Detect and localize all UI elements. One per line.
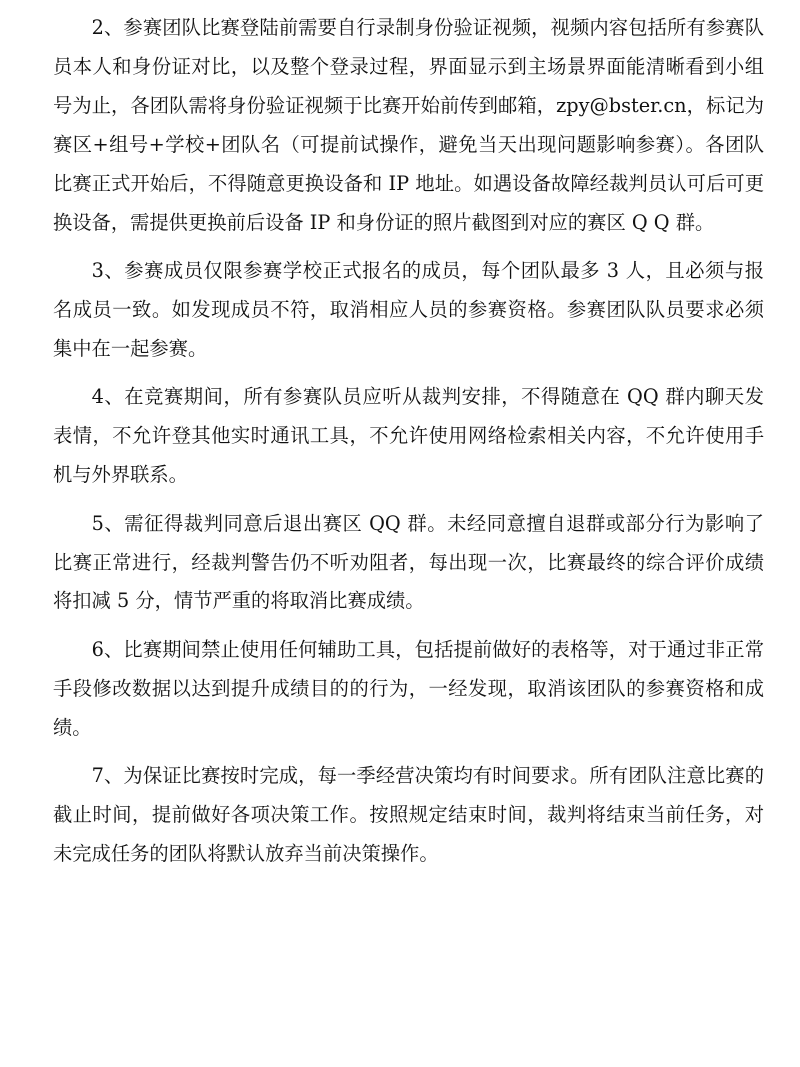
rule-paragraph-4: 4、在竞赛期间，所有参赛队员应听从裁判安排，不得随意在 QQ 群内聊天发表情，不允许登其他实时通讯工具，不允许使用网络检索相关内容，不允许使用手机与外界联系。 <box>53 385 764 487</box>
rule-paragraph-5: 5、需征得裁判同意后退出赛区 QQ 群。未经同意擅自退群或部分行为影响了比赛正常进行，经裁判警告仍不听劝阻者，每出现一次，比赛最终的综合评价成绩将扣减 5 分，情节严重的将取消比赛成绩。 <box>53 511 764 613</box>
rule-paragraph-3: 3、参赛成员仅限参赛学校正式报名的成员，每个团队最多 3 人，且必须与报名成员一致。如发现成员不符，取消相应人员的参赛资格。参赛团队队员要求必须集中在一起参赛。 <box>53 259 764 360</box>
rule-paragraph-2: 2、参赛团队比赛登陆前需要自行录制身份验证视频，视频内容包括所有参赛队员本人和身份证对比，以及整个登录过程，界面显示到主场景界面能清晰看到小组号为止，各团队需将身份验证视频于比赛开始前传到邮箱，zpy@bster.cn，标记为赛区+组号+学校+团队名（可提前试操作，避免当天出现问题影响参赛）。各团队比赛正式开始后，不得随意更换设备和 IP 地址。如遇设备故障经裁判员认可后可更换设备，需提供更换前后设备 IP 和身份证的照片截图到对应的赛区 Q Q 群。 <box>53 16 764 234</box>
rule-paragraph-7: 7、为保证比赛按时完成，每一季经营决策均有时间要求。所有团队注意比赛的截止时间，提前做好各项决策工作。按照规定结束时间，裁判将结束当前任务，对未完成任务的团队将默认放弃当前决策操作。 <box>53 764 764 866</box>
rule-paragraph-6: 6、比赛期间禁止使用任何辅助工具，包括提前做好的表格等，对于通过非正常手段修改数据以达到提升成绩目的的行为，一经发现，取消该团队的参赛资格和成绩。 <box>53 637 764 739</box>
